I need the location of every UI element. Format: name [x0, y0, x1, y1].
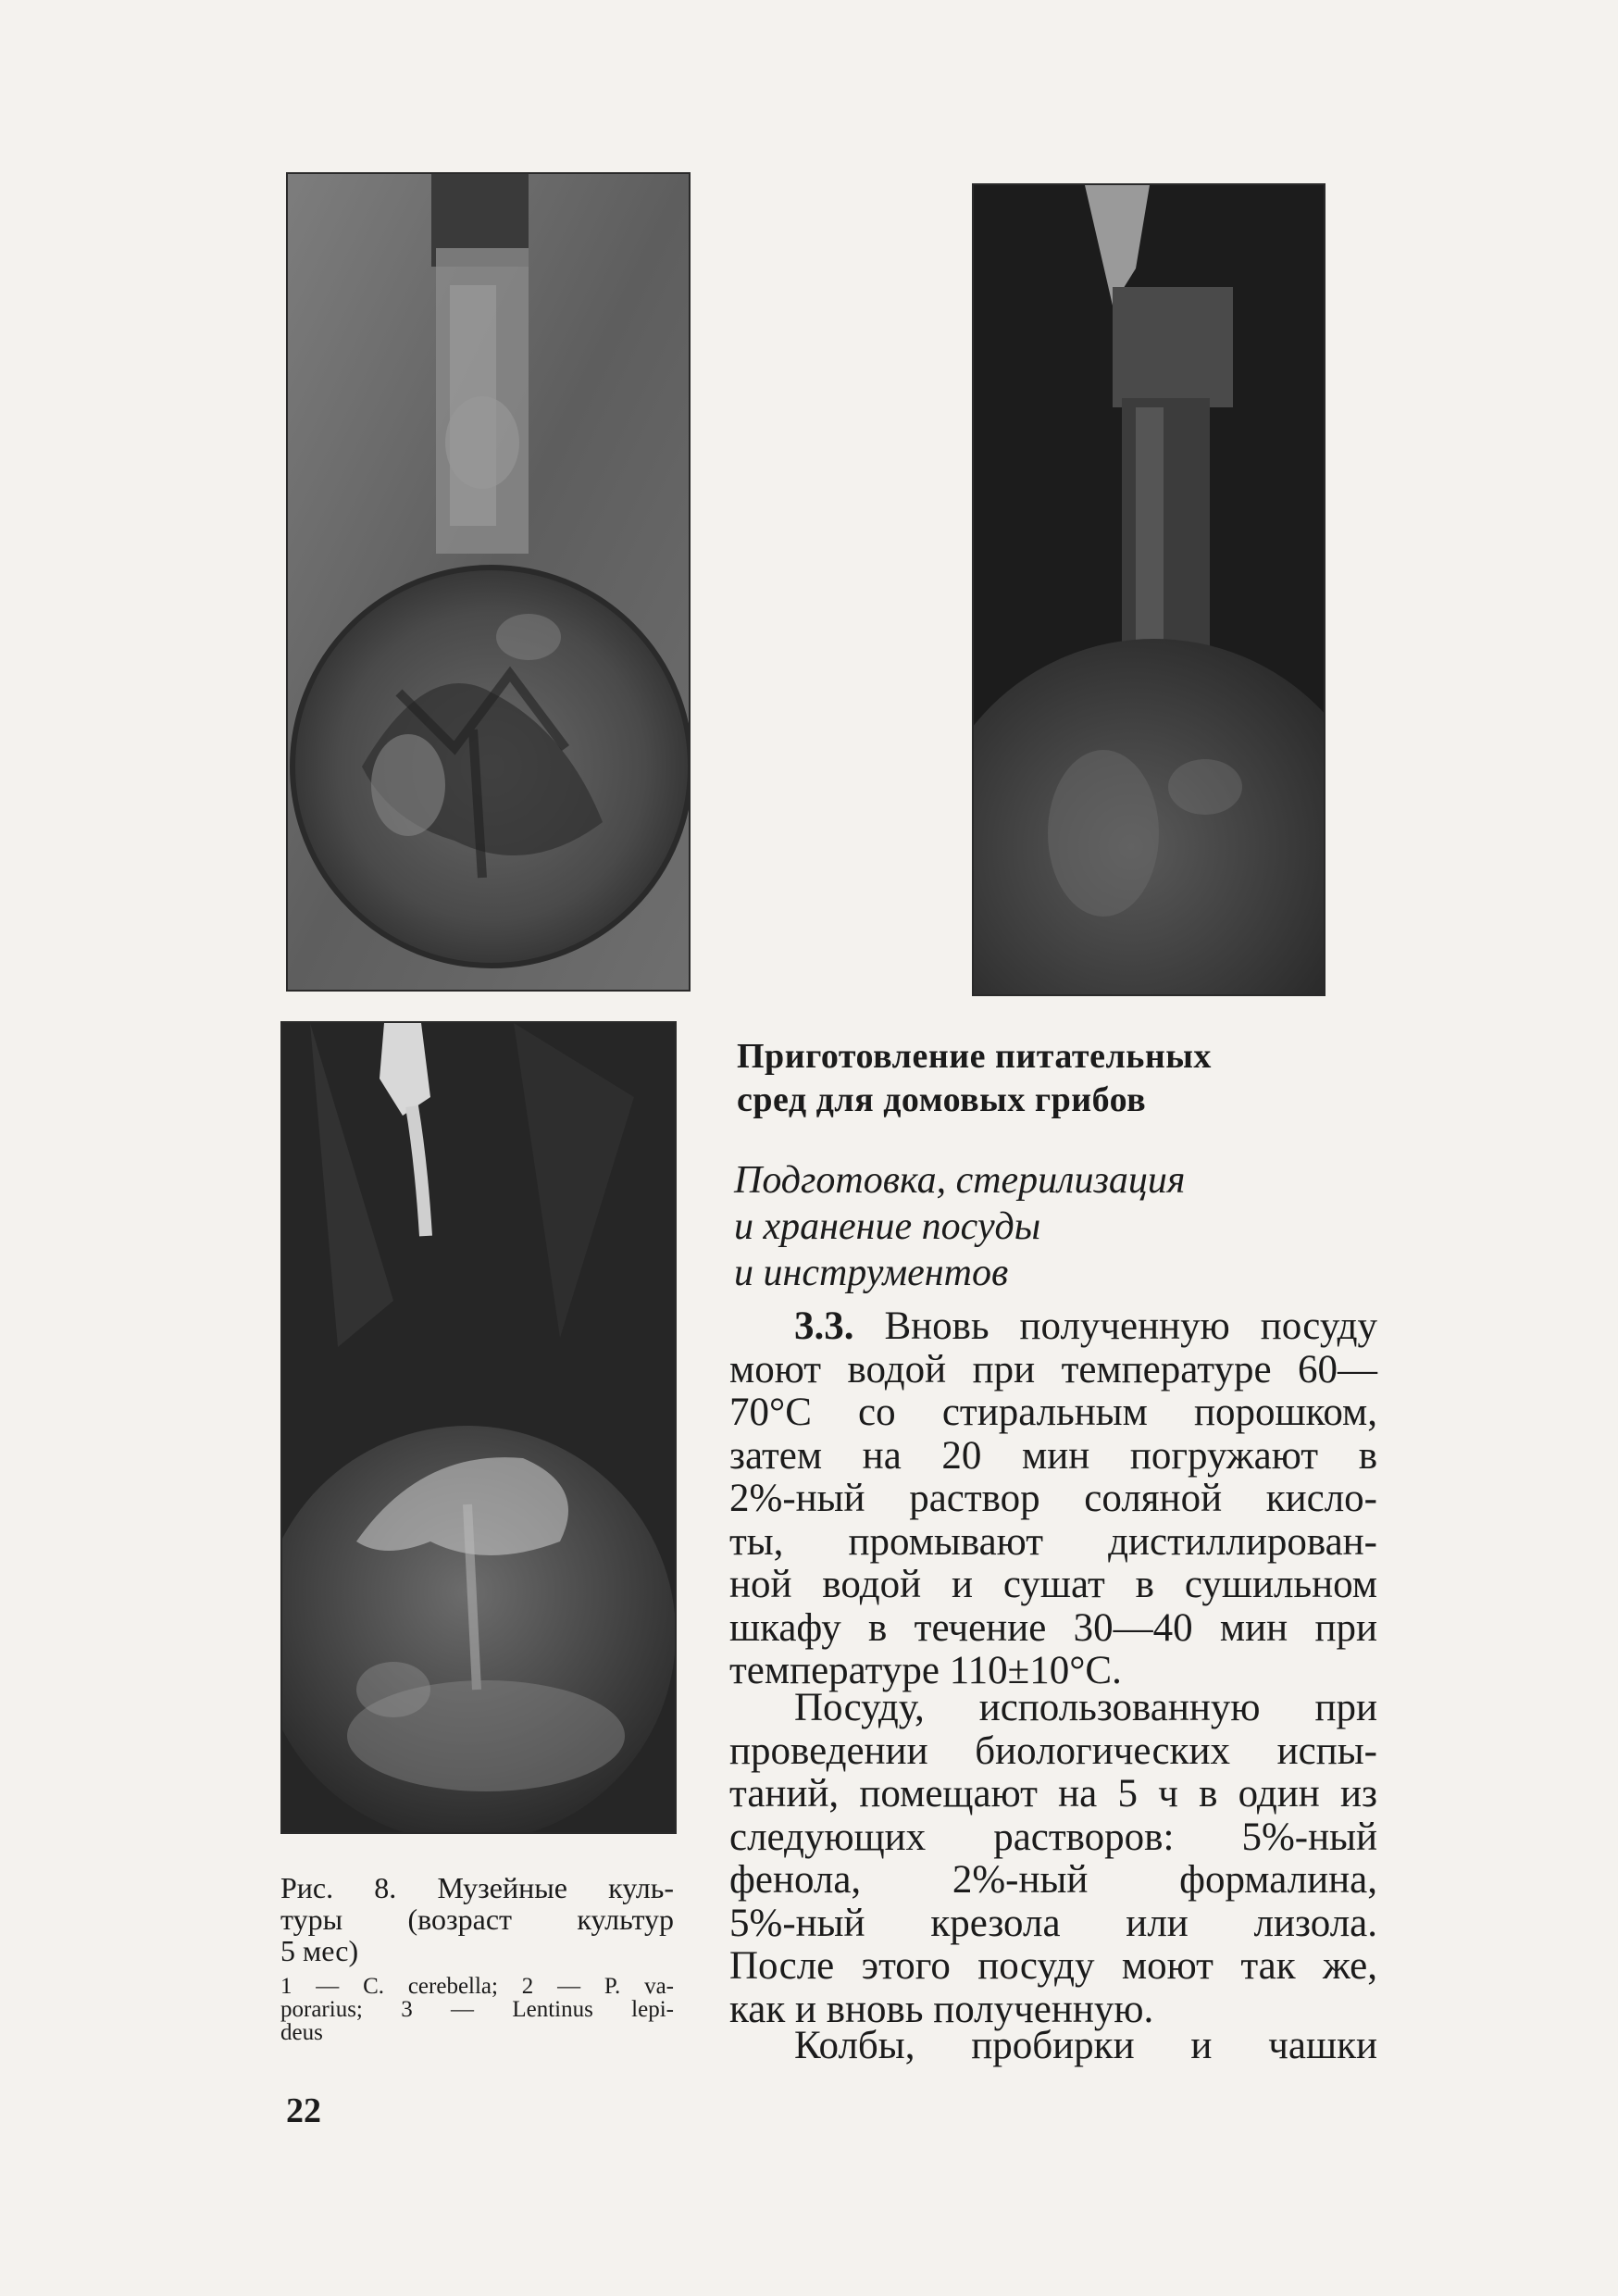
paragraph-line: 2%-ный раствор соляной кисло-: [729, 1477, 1377, 1520]
paragraph-3-3: [729, 1305, 1377, 1693]
paragraph-line: 5%-ный крезола или лизола.: [729, 1901, 1377, 1945]
subsection-heading-line: и инструментов: [734, 1252, 1009, 1294]
paragraph-line: затем на 20 мин погружают в: [729, 1433, 1377, 1478]
subsection-heading-line: и хранение посуды: [734, 1205, 1041, 1248]
section-heading-line: Приготовление питательных: [737, 1037, 1212, 1076]
culture-flask-photo-1: [286, 172, 691, 992]
paragraph-number: 3.3.: [794, 1304, 854, 1348]
paragraph-flasks: [729, 2025, 1377, 2068]
paragraph-line: [729, 1305, 1377, 1349]
figure-legend: [280, 1975, 678, 2044]
paragraph-line: моют водой при температуре 60—: [729, 1347, 1377, 1391]
caption-line: 5 мес): [280, 1934, 359, 1967]
paragraph-line: таний, помещают на 5 ч в один из: [729, 1772, 1377, 1816]
subsection-heading: [734, 1157, 1308, 1296]
paragraph-line: температуре 110±10°С.: [729, 1649, 1122, 1692]
page-number: 22: [286, 2091, 321, 2130]
paragraph-line-text: Вновь полученную посуду: [884, 1304, 1377, 1348]
subsection-heading-line: Подготовка, стерилизация: [734, 1159, 1186, 1202]
caption-line: туры (возраст культур: [280, 1903, 674, 1936]
section-heading: [737, 1035, 1311, 1122]
paragraph-line: ты, промывают дистиллирован-: [729, 1519, 1377, 1564]
legend-line: 1 — C. cerebella; 2 — P. va-: [280, 1974, 674, 1999]
paragraph-line: 70°С со стиральным порошком,: [729, 1391, 1377, 1434]
legend-line: deus: [280, 2020, 323, 2045]
paragraph-line: шкафу в течение 30—40 мин при: [729, 1605, 1377, 1650]
culture-flask-photo-2: [972, 183, 1326, 996]
figure-caption: [280, 1872, 678, 1966]
paragraph-line: Колбы, пробирки и чашки: [794, 2024, 1377, 2067]
paragraph-line: фенола, 2%-ный формалина,: [729, 1858, 1377, 1902]
paragraph-line: После этого посуду моют так же,: [729, 1944, 1377, 1988]
paragraph-line: следующих растворов: 5%-ный: [729, 1815, 1377, 1859]
caption-line: Рис. 8. Музейные куль-: [280, 1871, 674, 1904]
paragraph-line: Посуду, использованную при: [794, 1686, 1377, 1729]
culture-flask-photo-3: [280, 1021, 677, 1834]
legend-line: porarius; 3 — Lentinus lepi-: [280, 1997, 674, 2022]
paragraph-used-glassware: [729, 1687, 1377, 2031]
section-heading-line: сред для домовых грибов: [737, 1080, 1147, 1119]
paragraph-line: как и вновь полученную.: [729, 1987, 1154, 2031]
paragraph-line: ной водой и сушат в сушильном: [729, 1563, 1377, 1606]
paragraph-line: проведении биологических испы-: [729, 1728, 1377, 1773]
